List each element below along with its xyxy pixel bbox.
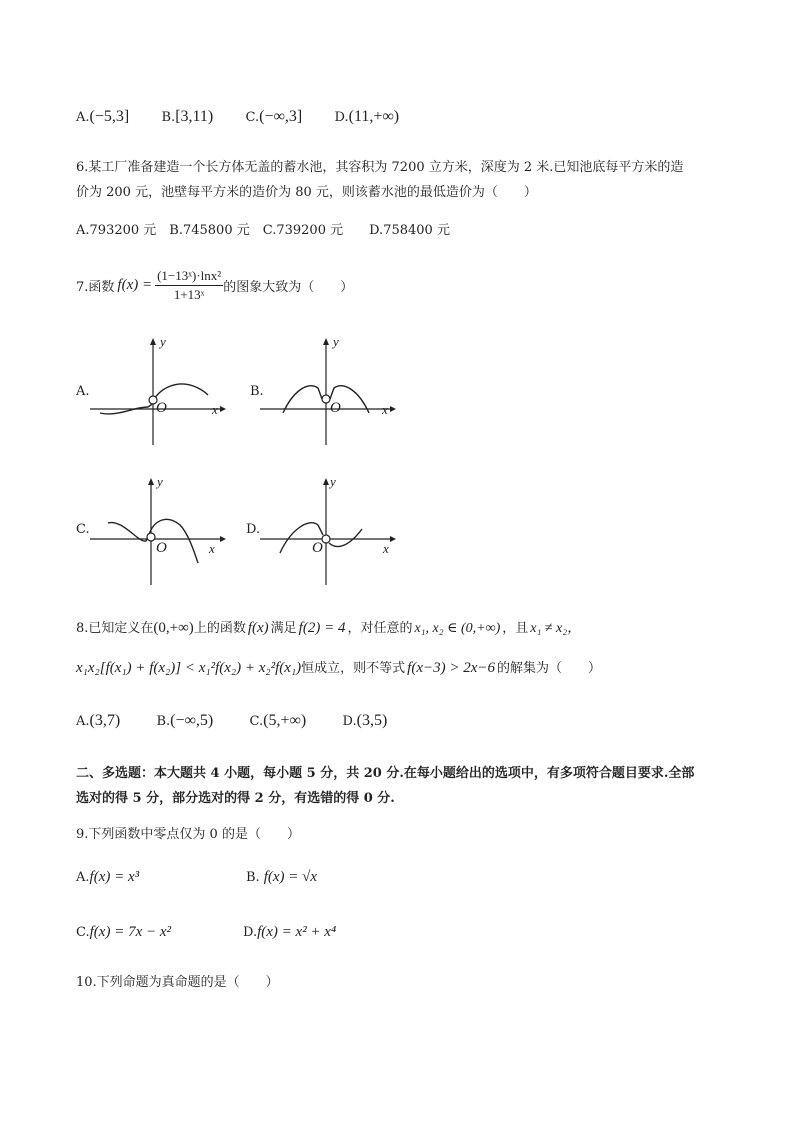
q8-stem-line1: [76, 617, 581, 637]
q6-stem-line2: 价为 200 元，池壁每平方米的造价为 80 元，则该蓄水池的最低造价为（ ）: [76, 185, 537, 200]
q9-option-b-expr: f(x) = √x: [263, 869, 318, 885]
q9-option-c-label: C.: [76, 925, 90, 940]
q7-graph-c-origin: O: [156, 540, 167, 556]
q8-option-b-label: B.: [156, 714, 171, 729]
q5-option-b-expr: [3,11): [175, 108, 214, 125]
q8-option-c-label: C.: [249, 714, 264, 729]
q8-target-inequality: f(x−3) > 2x−6: [407, 660, 496, 676]
q9-option-a-label: A.: [76, 870, 90, 885]
q5-option-c-label: C.: [245, 110, 260, 125]
q7-graph-c-ylabel: y: [157, 474, 163, 489]
q7-denominator: 1+13ˣ: [173, 286, 205, 302]
q7-graph-d-label: D.: [246, 522, 261, 537]
section2-heading-line1: 二、多选题：本大题共 4 小题，每小题 5 分，共 20 分.在每小题给出的选项中，有多项符合题目要求.全部: [76, 766, 695, 781]
q7-stem: [76, 262, 353, 308]
q5-options: [76, 108, 399, 126]
q7-graph-d: [258, 473, 398, 588]
q7-graph-c-xlabel: x: [209, 541, 215, 556]
q7-fraction: [155, 268, 223, 303]
q8-option-a-expr: (3,7): [89, 712, 121, 729]
q7-graph-b-origin: O: [330, 400, 341, 416]
q7-graph-c-label: C.: [76, 522, 90, 537]
q9-option-d-label: D.: [243, 925, 258, 940]
q7-numerator: (1−13ˣ)·lnx²: [155, 268, 223, 286]
q5-option-c-expr: (−∞,3]: [259, 108, 303, 125]
q8-text-e: 满足: [270, 621, 297, 636]
q5-option-a-label: A.: [76, 110, 90, 125]
q5-option-d-expr: (11,+∞): [348, 108, 400, 125]
q8-option-a-label: A.: [76, 714, 90, 729]
q8-option-c-expr: (5,+∞): [263, 712, 307, 729]
q8-text-line2-b: 恒成立，则不等式: [301, 661, 406, 676]
q7-graph-b-ylabel: y: [333, 334, 339, 349]
section2-heading-line2: 选对的得 5 分，部分选对的得 2 分，有选错的得 0 分.: [76, 791, 395, 806]
q8-text-c: 上的函数: [193, 621, 246, 636]
q8-fx: f(x): [247, 620, 269, 636]
q7-prefix: 7.函数: [76, 279, 115, 295]
q9-option-d: [243, 924, 336, 941]
q8-text-g: ，对任意的: [347, 621, 413, 636]
q8-text-i: ，且: [502, 621, 529, 636]
q7-suffix: 的图象大致为（ ）: [223, 279, 354, 295]
q7-graph-a-origin: O: [156, 400, 167, 416]
q8-inequality: x₁x₂[f(x₁) + f(x₂)] < x₁²f(x₂) + x₂²f(x₁): [76, 660, 302, 676]
q9-stem: 9.下列函数中零点仅为 0 的是（ ）: [76, 827, 300, 842]
q8-option-d-expr: (3,5): [356, 712, 388, 729]
q7-graph-d-xlabel: x: [383, 541, 389, 556]
q7-fx: f(x) =: [117, 276, 153, 293]
q7-graph-b-xlabel: x: [382, 402, 388, 417]
q8-options: [76, 712, 387, 730]
q8-option-d-label: D.: [342, 714, 357, 729]
q8-f2: f(2) = 4: [298, 620, 346, 636]
q8-text-line2-d: 的解集为（ ）: [497, 661, 602, 676]
q5-option-a-expr: (−5,3]: [89, 108, 130, 125]
q6-options: A.793200 元 B.745800 元 C.739200 元 D.758400 元: [76, 223, 450, 238]
q7-graph-d-ylabel: y: [330, 474, 336, 489]
q8-x1-neq-x2: x₁ ≠ x₂，: [530, 621, 582, 636]
q7-graph-a-label: A.: [76, 384, 90, 399]
q9-option-d-expr: f(x) = x² + x⁴: [257, 924, 337, 940]
q7-graph-d-origin: O: [312, 540, 323, 556]
q7-graph-b-label: B.: [250, 384, 264, 399]
q8-text-a: 8.已知定义在: [76, 621, 154, 636]
q8-x1x2-domain: x₁, x₂ ∈ (0,+∞): [414, 621, 501, 636]
q9-option-c: [76, 924, 171, 941]
q8-stem-line2: [76, 657, 601, 677]
q9-option-c-expr: f(x) = 7x − x²: [89, 924, 171, 940]
q7-graph-a-ylabel: y: [160, 334, 166, 349]
q7-graph-c: [88, 473, 228, 588]
q9-option-a-expr: f(x) = x³: [89, 869, 140, 885]
q5-option-d-label: D.: [334, 110, 349, 125]
q8-domain: (0,+∞): [153, 620, 194, 636]
q7-graph-a: [88, 333, 228, 448]
q5-option-b-label: B.: [161, 110, 176, 125]
q10-stem: 10.下列命题为真命题的是（ ）: [76, 975, 279, 990]
q9-option-b-label: B.: [246, 870, 260, 885]
q6-stem-line1: 6.某工厂准备建造一个长方体无盖的蓄水池，其容积为 7200 立方米，深度为 2 米.已知池底每平方米的造: [76, 160, 684, 175]
q7-graph-a-xlabel: x: [212, 402, 218, 417]
q7-graph-b: [258, 333, 398, 448]
q8-option-b-expr: (−∞,5): [170, 712, 214, 729]
q9-option-a: [76, 869, 139, 886]
q9-option-b: [246, 869, 317, 886]
